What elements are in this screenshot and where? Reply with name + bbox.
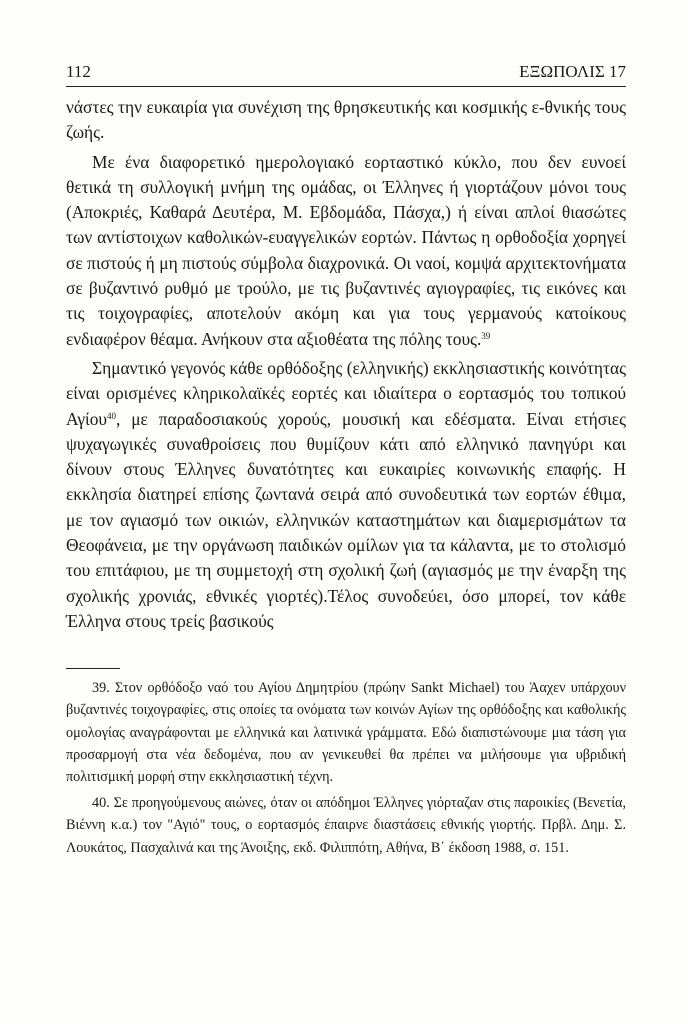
- main-text: [66, 95, 626, 634]
- paragraph-3-text-a: Σημαντικό γεγονός κάθε ορθόδοξης (ελληνικής) εκκλησιαστικής κοινότητας είναι ορισμένες κληρικολαϊκές εορτές και ιδιαίτερα ο εορτασμός του τοπικού Αγίου: [66, 357, 626, 429]
- paragraph-3: [66, 356, 626, 634]
- running-header: [66, 62, 626, 87]
- footnote-ref-40: 40: [107, 410, 117, 421]
- journal-title: ΕΞΩΠΟΛΙΣ 17: [519, 62, 626, 81]
- footnotes: [66, 677, 626, 859]
- footnote-39: 39. Στον ορθόδοξο ναό του Αγίου Δημητρίου (πρώην Sankt Michael) του Άαχεν υπάρχουν βυζαντινές τοιχογραφίες, στις οποίες τα ονόματα των κοινών Αγίων της ορθόδοξης και καθολικής ομολογίας αναγράφονται με ελληνικά και λατινικά γράμματα. Εδώ διαπιστώνουμε μια τάση για προσαρμογή στα νέα δεδομένα, που αν γενικευθεί θα πρέπει να μιλήσουμε για υβριδική πολιτισμική μορφή στην εκκλησιαστική τέχνη.: [66, 680, 626, 786]
- paragraph-3-text-b: , με παραδοσιακούς χορούς, μουσική και εδέσματα. Είναι ετήσιες ψυχαγωγικές συναθροίσεις που θυμίζουν κάτι από ελληνικό πανηγύρι και δίνουν στους Έλληνες δυνατότητες και ευκαιρίες κοινωνικής επαφής. Η εκκλησία διατηρεί επίσης ζωντανά σειρά από συνοδευτικά των εορτών έθιμα, με τον αγιασμό των οικιών, ελληνικών καταστημάτων και διαμερισμάτων τα Θεοφάνεια, με την οργάνωση παιδικών ομίλων για τα κάλαντα, με το στολισμό του επιτάφιου, με τη συμμετοχή στη σχολική ζωή (αγιασμός με την έναρξη της σχολικής χρονιάς, εθνικές γιορτές).Τέλος συνοδεύει, όσο μπορεί, τον κάθε Έλληνα στους τρείς βασικούς: [66, 408, 626, 631]
- footnote-ref-39: 39: [481, 330, 491, 341]
- footnote-divider: [66, 668, 120, 669]
- footnote-40: 40. Σε προηγούμενους αιώνες, όταν οι απόδημοι Έλληνες γιόρταζαν στις παροικίες (Βενετία, Βιέννη κ.α.) τον "Αγιό" τους, ο εορτασμός έπαιρνε διαστάσεις εθνικής γιορτής. Πρβλ. Δημ. Σ. Λουκάτος, Πασχαλινά και της Άνοιξης, εκδ. Φιλιππότη, Αθήνα, Β΄ έκδοση 1988, σ. 151.: [66, 795, 626, 856]
- paragraph-1: νάστες την ευκαιρία για συνέχιση της θρησκευτικής και κοσμικής ε-θνικής τους ζωής.: [66, 97, 626, 143]
- paragraph-2-text: Με ένα διαφορετικό ημερολογιακό εορταστικό κύκλο, που δεν ευνοεί θετικά τη συλλογική μνήμη της ομάδας, οι Έλληνες ή γιορτάζουν μόνοι τους (Αποκριές, Καθαρά Δευτέρα, Μ. Εβδομάδα, Πάσχα,) ή είναι απλοί θιασώτες των αντίστοιχων καθολικών-ευαγγελικών εορτών. Πάντως η ορθοδοξία χορηγεί σε πιστούς ή μη πιστούς σύμβολα διαχρονικά. Οι ναοί, κομψά αρχιτεκτονήματα σε βυζαντινό ρυθμό με τρούλο, με τις βυζαντινές αγιογραφίες, τις εικόνες και τις τοιχογραφίες, αποτελούν ακόμη και για τους γερμανούς κατοίκους ενδιαφέρον θέαμα. Ανήκουν στα αξιοθέατα της πόλης τους.: [66, 151, 626, 349]
- book-page: [66, 62, 626, 863]
- page-number: 112: [66, 62, 91, 81]
- paragraph-2: [66, 150, 626, 352]
